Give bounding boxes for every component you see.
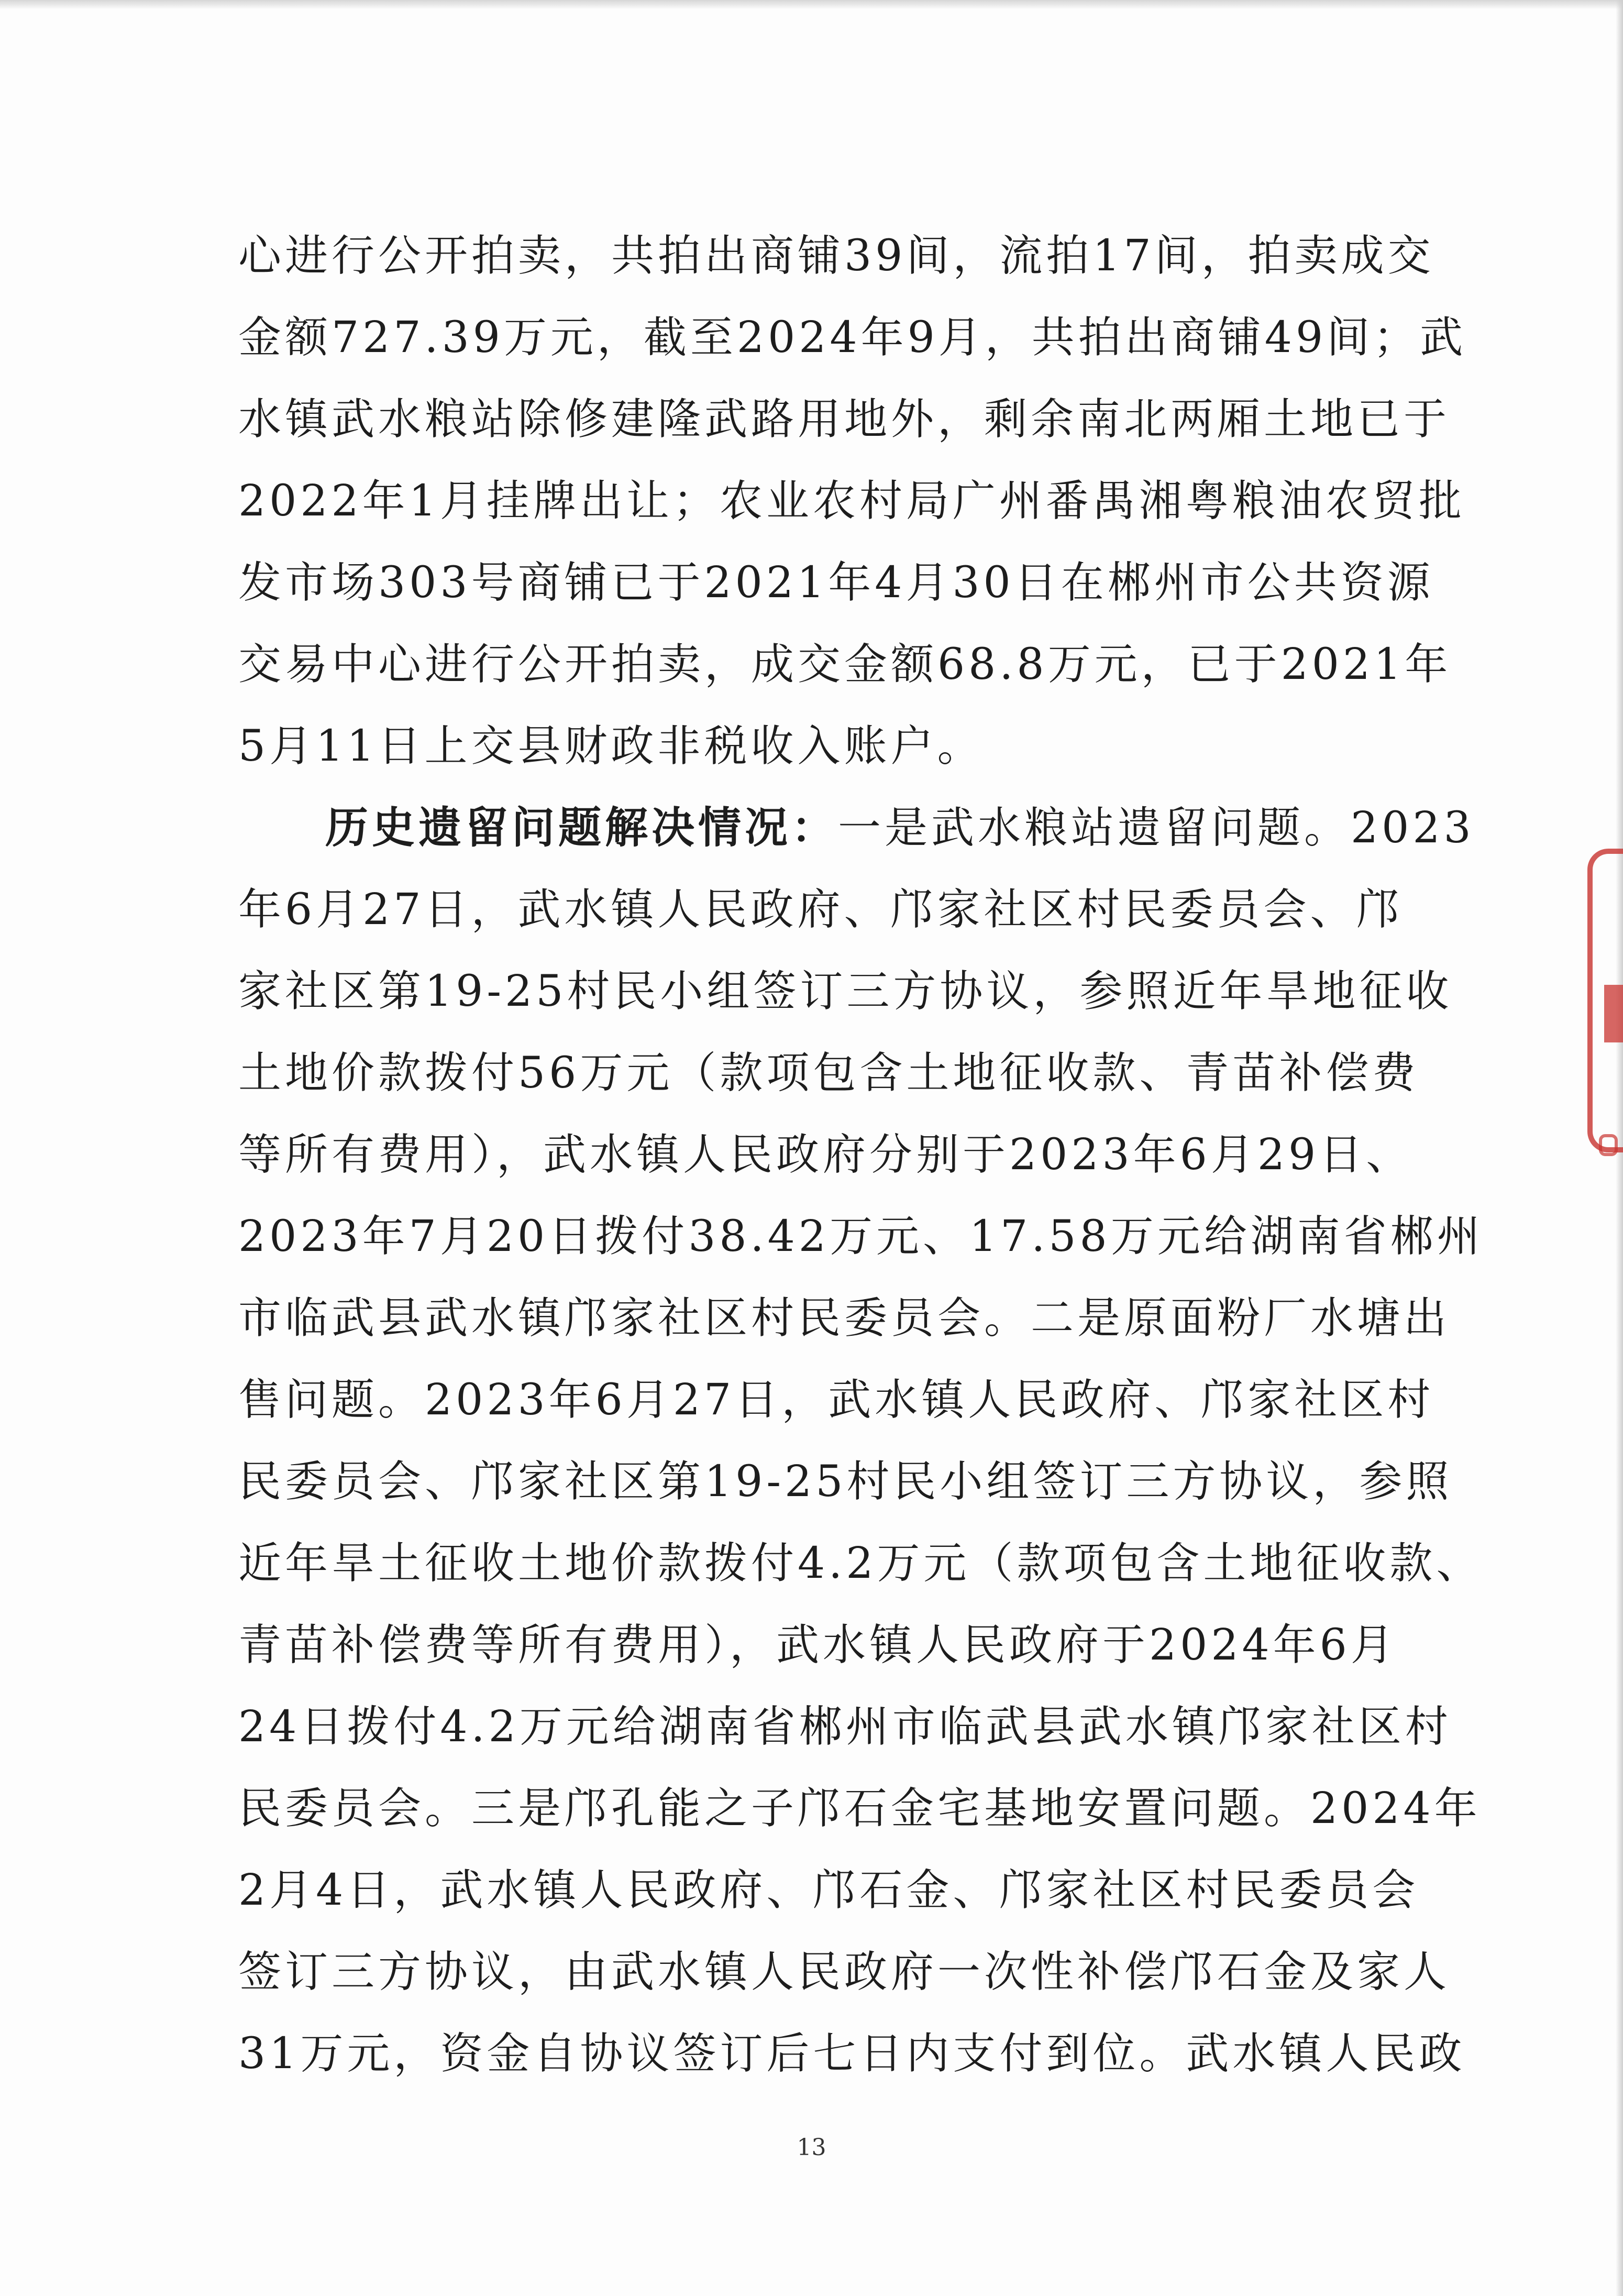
text-line: 家社区第19-25村民小组签订三方协议，参照近年旱地征收 — [238, 966, 1453, 1016]
text-line: 发市场303号商铺已于2021年4月30日在郴州市公共资源 — [238, 558, 1434, 608]
text-line: 土地价款拨付56万元（款项包含土地征收款、青苗补偿费 — [238, 1048, 1419, 1098]
text-line: 交易中心进行公开拍卖，成交金额68.8万元，已于2021年 — [238, 640, 1452, 689]
text-line: 近年旱土征收土地价款拨付4.2万元（款项包含土地征收款、 — [238, 1539, 1483, 1588]
text-line: 2月4日，武水镇人民政府、邝石金、邝家社区村民委员会 — [238, 1865, 1419, 1915]
text-line: 水镇武水粮站除修建隆武路用地外，剩余南北两厢土地已于 — [238, 394, 1451, 444]
text-line: 5月11日上交县财政非税收入账户。 — [238, 721, 984, 771]
text-line: 金额727.39万元，截至2024年9月，共拍出商铺49间；武 — [238, 313, 1467, 362]
section-first-line-text: 一是武水粮站遗留问题。2023 — [838, 803, 1475, 853]
body-text — [238, 215, 1484, 2095]
section-heading: 历史遗留问题解决情况： — [325, 803, 838, 853]
text-line: 心进行公开拍卖，共拍出商铺39间，流拍17间，拍卖成交 — [238, 231, 1434, 281]
page-number: 13 — [797, 2134, 826, 2161]
text-line: 民委员会。三是邝孔能之子邝石金宅基地安置问题。2024年 — [238, 1784, 1481, 1833]
section-first-line — [238, 787, 1475, 869]
text-line: 青苗补偿费等所有费用），武水镇人民政府于2024年6月 — [238, 1620, 1397, 1670]
text-line: 签订三方协议，由武水镇人民政府一次性补偿邝石金及家人 — [238, 1947, 1451, 1997]
text-line: 2022年1月挂牌出让；农业农村局广州番禺湘粤粮油农贸批 — [238, 476, 1465, 526]
scan-edge-top — [0, 0, 1623, 9]
text-line: 民委员会、邝家社区第19-25村民小组签订三方协议，参照 — [238, 1457, 1453, 1507]
text-line: 2023年7月20日拨付38.42万元、17.58万元给湖南省郴州 — [238, 1212, 1484, 1261]
text-line: 年6月27日，武水镇人民政府、邝家社区村民委员会、邝 — [238, 885, 1404, 935]
text-line: 售问题。2023年6月27日，武水镇人民政府、邝家社区村 — [238, 1375, 1434, 1425]
text-line: 24日拨付4.2万元给湖南省郴州市临武县武水镇邝家社区村 — [238, 1702, 1452, 1752]
text-line: 市临武县武水镇邝家社区村民委员会。二是原面粉厂水塘出 — [238, 1293, 1451, 1343]
text-line: 等所有费用），武水镇人民政府分别于2023年6月29日、 — [238, 1130, 1413, 1180]
red-seal-mark-small — [1599, 1134, 1618, 1156]
text-line: 31万元，资金自协议签订后七日内支付到位。武水镇人民政 — [238, 2029, 1466, 2079]
red-seal-mark — [1604, 985, 1623, 1042]
